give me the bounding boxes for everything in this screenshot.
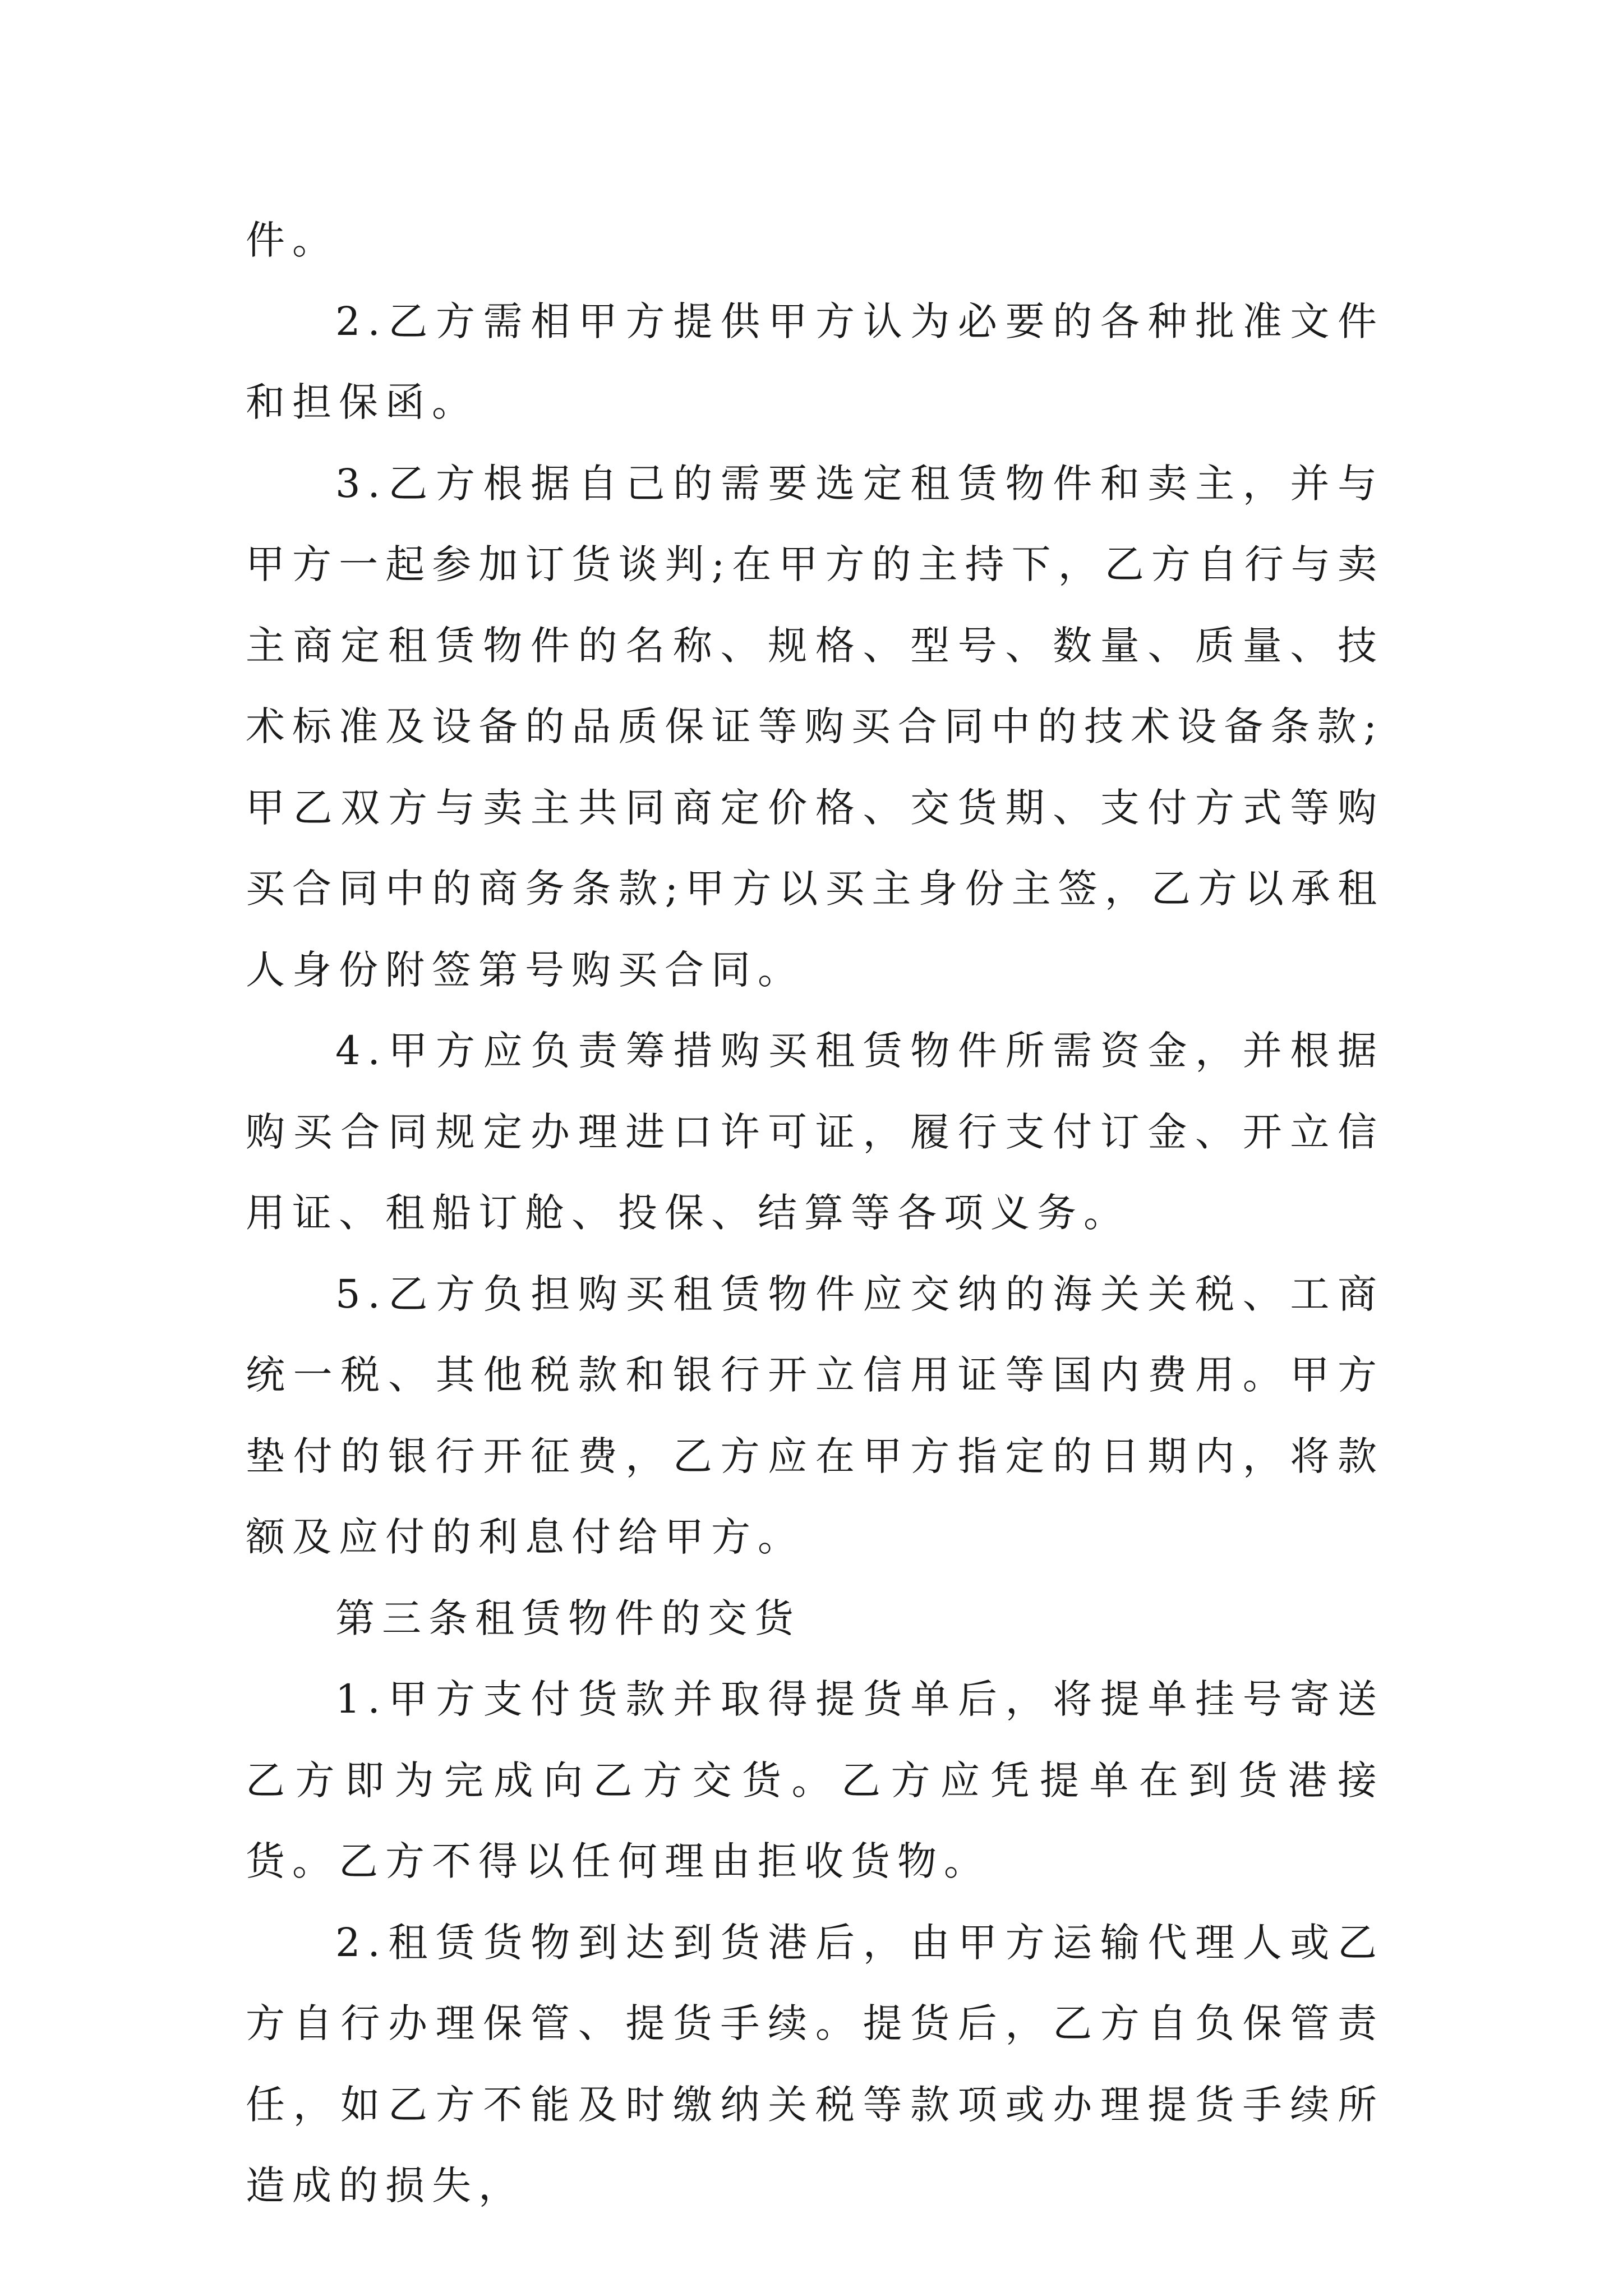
paragraph-clause-2-5: 5.乙方负担购买租赁物件应交纳的海关关税、工商统一税、其他税款和银行开立信用证等国内费用。甲方垫付的银行开征费，乙方应在甲方指定的日期内，将款额及应付的利息付给甲方。 [246, 1271, 1384, 1560]
paragraph-clause-3-1: 1.甲方支付货款并取得提货单后，将提单挂号寄送乙方即为完成向乙方交货。乙方应凭提单在到货港接货。乙方不得以任何理由拒收货物。 [246, 1676, 1384, 1884]
paragraph-continuation: 件。 [246, 217, 339, 263]
paragraph-clause-2-4: 4.甲方应负责筹措购买租赁物件所需资金，并根据购买合同规定办理进口许可证，履行支付订金、开立信用证、租船订舱、投保、结算等各项义务。 [246, 1028, 1384, 1236]
paragraph-clause-3-2: 2.租赁货物到达到货港后，由甲方运输代理人或乙方自行办理保管、提货手续。提货后，乙方自负保管责任，如乙方不能及时缴纳关税等款项或办理提货手续所造成的损失， [246, 1919, 1384, 2208]
paragraph-clause-2-2: 2.乙方需相甲方提供甲方认为必要的各种批准文件和担保函。 [246, 298, 1384, 425]
document-body [246, 200, 1384, 2226]
paragraph-clause-2-3: 3.乙方根据自己的需要选定租赁物件和卖主，并与甲方一起参加订货谈判;在甲方的主持下，乙方自行与卖主商定租赁物件的名称、规格、型号、数量、质量、技术标准及设备的品质保证等购买合同中的技术设备条款;甲乙双方与卖主共同商定价格、交货期、支付方式等购买合同中的商务条款;甲方以买主身份主签，乙方以承租人身份附签第号购买合同。 [246, 460, 1384, 993]
article-heading: 第三条租赁物件的交货 [335, 1595, 801, 1641]
